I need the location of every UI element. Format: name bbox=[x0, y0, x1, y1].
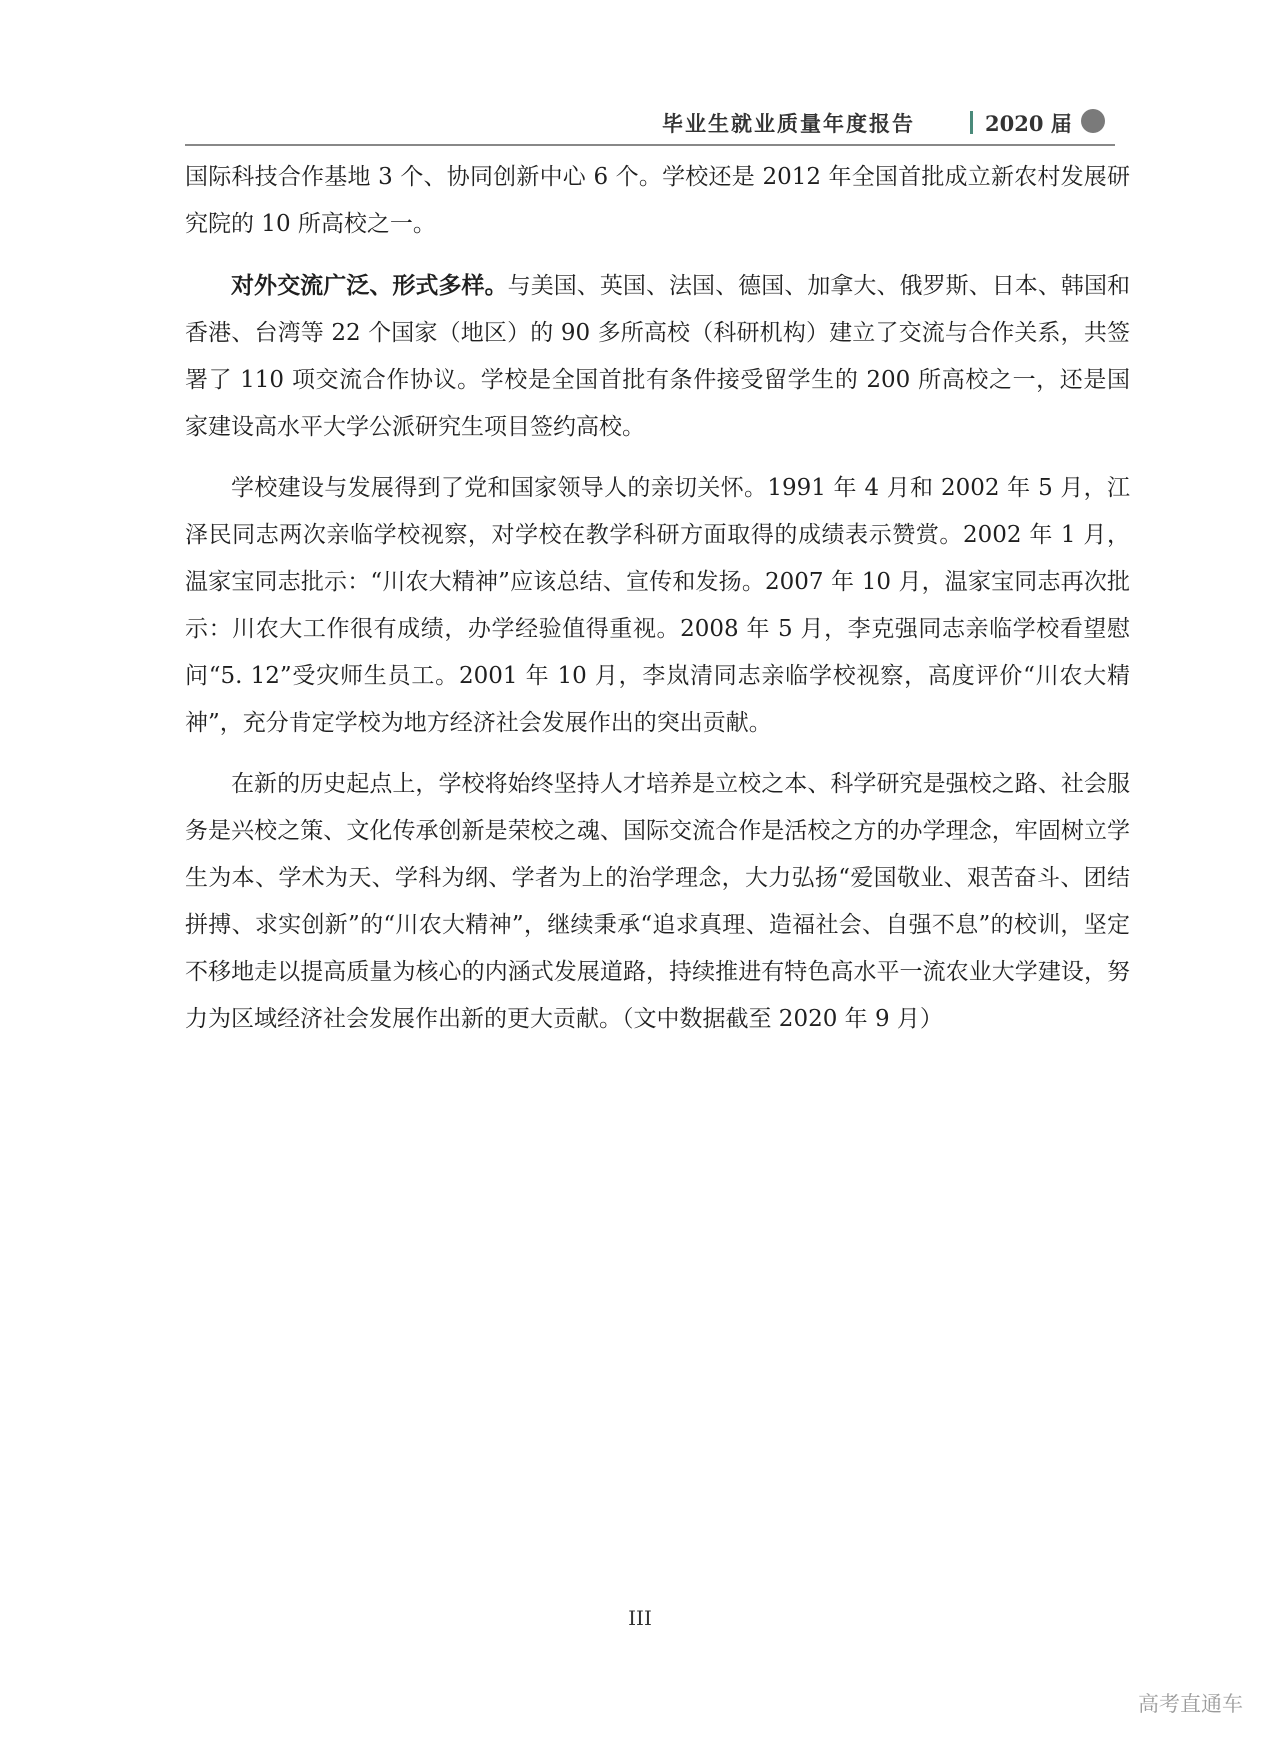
report-title: 毕业生就业质量年度报告 bbox=[662, 111, 915, 136]
header-rule bbox=[185, 144, 1115, 146]
header-dot-icon bbox=[1081, 109, 1105, 133]
report-year: 2020 届 bbox=[985, 111, 1072, 136]
paragraph-body: 与美国、英国、法国、德国、加拿大、俄罗斯、日本、韩国和香港、台湾等 22 个国家（地区）的 90 多所高校（科研机构）建立了交流与合作关系，共签署了 110 项交流合作协议。学校是全国首批有条件接受留学生的 200 所高校之一，还是国家建设高水平大学公派研究生项目签约高校。 bbox=[185, 273, 1131, 440]
paragraph-lead: 对外交流广泛、形式多样。 bbox=[231, 272, 508, 299]
paragraph-leaders: 学校建设与发展得到了党和国家领导人的亲切关怀。1991 年 4 月和 2002 年 5 月，江泽民同志两次亲临学校视察，对学校在教学科研方面取得的成绩表示赞赏。2002 年 1 月，温家宝同志批示：“川农大精神”应该总结、宣传和发扬。2007 年 10 月，温家宝同志再次批示：川农大工作很有成绩，办学经验值得重视。2008 年 5 月，李克强同志亲临学校看望慰问“5. 12”受灾师生员工。2001 年 10 月，李岚清同志亲临学校视察，高度评价“川农大精神”，充分肯定学校为地方经济社会发展作出的突出贡献。 bbox=[185, 475, 1130, 736]
page-number: III bbox=[628, 1606, 652, 1630]
header-separator bbox=[970, 111, 973, 134]
paragraph-exchange bbox=[185, 262, 1130, 451]
watermark: 高考直通车 bbox=[1138, 1692, 1243, 1716]
paragraph-continuation: 国际科技合作基地 3 个、协同创新中心 6 个。学校还是 2012 年全国首批成立新农村发展研究院的 10 所高校之一。 bbox=[185, 164, 1130, 237]
paragraph-vision: 在新的历史起点上，学校将始终坚持人才培养是立校之本、科学研究是强校之路、社会服务是兴校之策、文化传承创新是荣校之魂、国际交流合作是活校之方的办学理念，牢固树立学生为本、学术为天、学科为纲、学者为上的治学理念，大力弘扬“爱国敬业、艰苦奋斗、团结拼搏、求实创新”的“川农大精神”，继续秉承“追求真理、造福社会、自强不息”的校训，坚定不移地走以提高质量为核心的内涵式发展道路，持续推进有特色高水平一流农业大学建设，努力为区域经济社会发展作出新的更大贡献。（文中数据截至 2020 年 9 月） bbox=[185, 771, 1130, 1032]
body-text bbox=[185, 154, 1130, 1057]
page-header bbox=[185, 108, 1115, 148]
